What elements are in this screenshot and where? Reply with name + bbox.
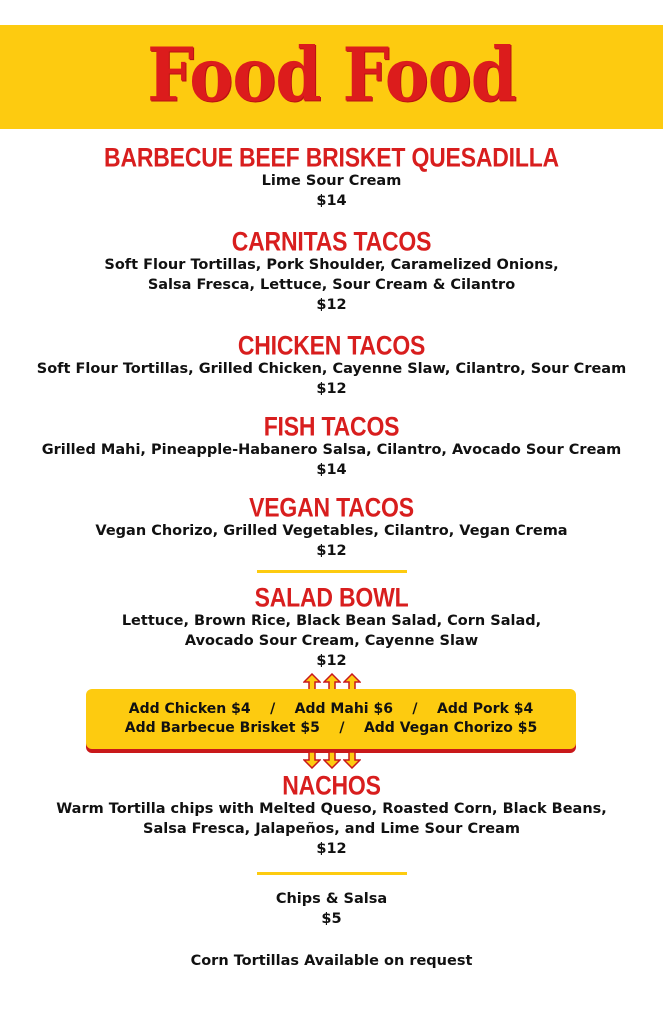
item-name: SALAD BOWL — [254, 581, 409, 613]
menu-item — [0, 143, 663, 211]
item-name: BARBECUE BEEF BRISKET QUESADILLA — [104, 141, 559, 173]
menu-item — [0, 331, 663, 399]
item-description: Lettuce, Brown Rice, Black Bean Salad, Corn Salad, — [121, 613, 542, 629]
item-price: $14 — [316, 462, 347, 478]
side-price: $5 — [321, 911, 342, 927]
side-name: Chips & Salsa — [275, 891, 388, 907]
divider — [257, 872, 407, 875]
item-price: $12 — [316, 543, 347, 559]
header-banner — [0, 25, 663, 129]
item-price: $12 — [316, 653, 347, 669]
side-item — [0, 889, 663, 929]
item-name: FISH TACOS — [263, 410, 400, 442]
item-name: CARNITAS TACOS — [231, 225, 432, 257]
item-description: Warm Tortilla chips with Melted Queso, Roasted Corn, Black Beans, — [56, 801, 607, 817]
menu-item — [0, 583, 663, 671]
arrow-down-icon — [303, 751, 321, 769]
item-price: $12 — [316, 381, 347, 397]
item-description: Grilled Mahi, Pineapple-Habanero Salsa, Cilantro, Avocado Sour Cream — [41, 442, 622, 458]
arrow-down-icon — [323, 751, 341, 769]
item-description: Soft Flour Tortillas, Pork Shoulder, Caramelized Onions, — [104, 257, 559, 273]
arrows-down — [303, 751, 361, 769]
item-description: Avocado Sour Cream, Cayenne Slaw — [184, 633, 479, 649]
item-name: NACHOS — [282, 769, 381, 801]
item-description: Soft Flour Tortillas, Grilled Chicken, Cayenne Slaw, Cilantro, Sour Cream — [36, 361, 627, 377]
arrow-down-icon — [343, 751, 361, 769]
item-price: $12 — [316, 841, 347, 857]
addons-line: Add Barbecue Brisket $5 / Add Vegan Chorizo $5 — [124, 720, 538, 736]
item-description: Vegan Chorizo, Grilled Vegetables, Cilantro, Vegan Crema — [95, 523, 568, 539]
menu-content — [0, 143, 663, 971]
addons-box — [86, 689, 576, 749]
item-description: Salsa Fresca, Jalapeños, and Lime Sour Cream — [143, 821, 520, 837]
menu-item — [0, 771, 663, 859]
menu-item — [0, 227, 663, 315]
item-price: $12 — [316, 297, 347, 313]
item-description: Lime Sour Cream — [261, 173, 402, 189]
divider — [257, 570, 407, 573]
item-name: VEGAN TACOS — [249, 491, 414, 523]
item-description: Salsa Fresca, Lettuce, Sour Cream & Cilantro — [147, 277, 516, 293]
menu-item — [0, 412, 663, 480]
addons-section — [0, 673, 663, 771]
footer-note: Corn Tortillas Available on request — [190, 953, 473, 969]
addons-line: Add Chicken $4 / Add Mahi $6 / Add Pork $4 — [128, 701, 534, 717]
item-price: $14 — [316, 193, 347, 209]
menu-item — [0, 493, 663, 561]
menu-title: Food Food — [147, 31, 516, 119]
item-name: CHICKEN TACOS — [237, 329, 426, 361]
